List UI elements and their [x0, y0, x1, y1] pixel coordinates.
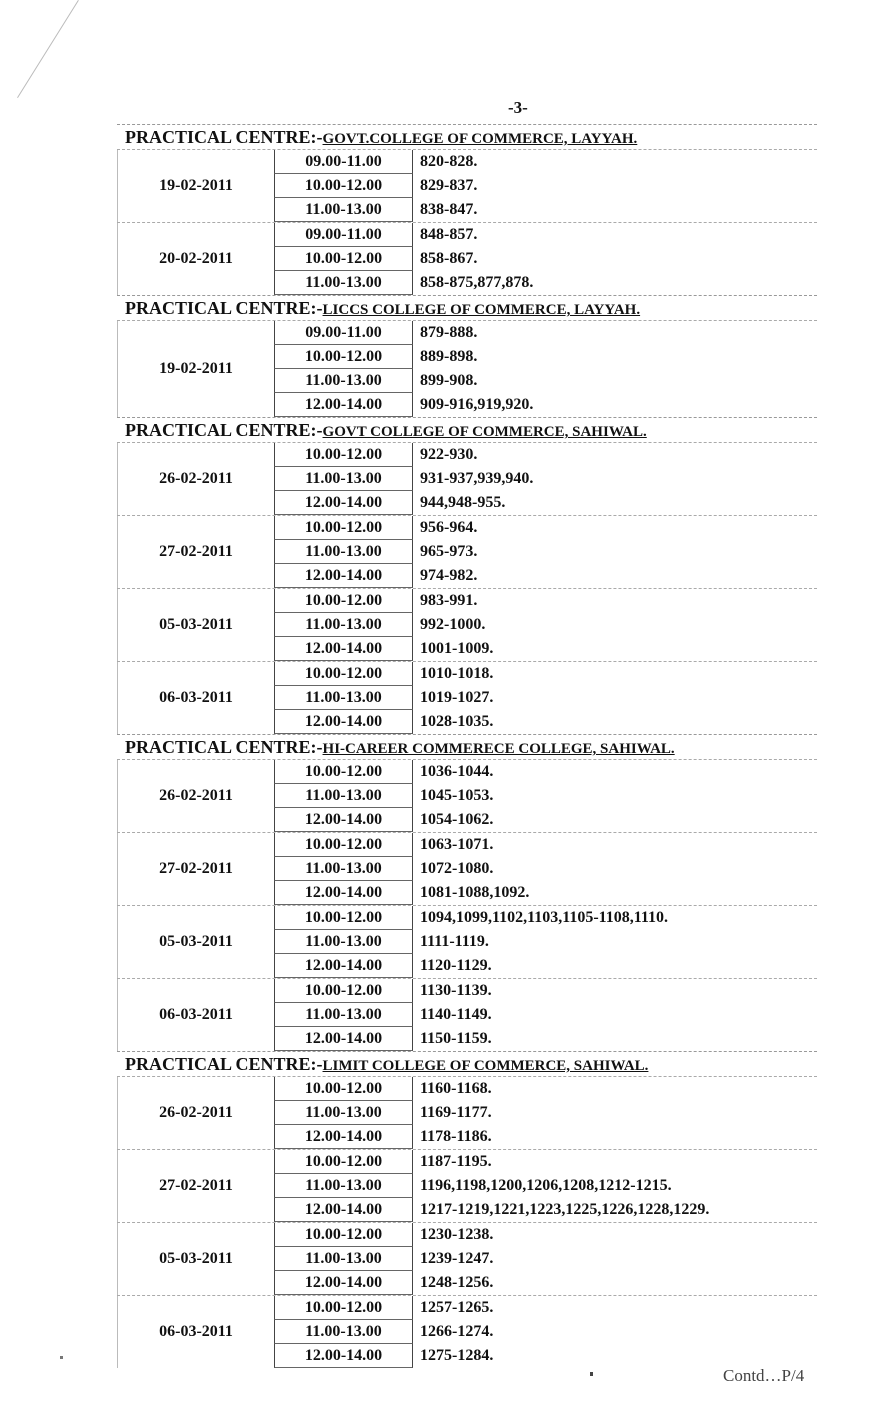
roll-numbers: 1019-1027.: [420, 689, 494, 706]
table-row: [274, 564, 817, 588]
table-row: [274, 1271, 817, 1295]
time-slot: 11.00-13.00: [274, 1320, 413, 1344]
roll-numbers: 1094,1099,1102,1103,1105-1108,1110.: [420, 909, 669, 926]
table-row: [274, 710, 817, 734]
roll-numbers: 922-930.: [420, 446, 478, 463]
roll-numbers: 1036-1044.: [420, 763, 494, 780]
time-slot: 11.00-13.00: [274, 686, 413, 710]
table-row: [274, 930, 817, 954]
scan-artifact-line: [17, 0, 79, 98]
roll-numbers: 1111-1119.: [420, 933, 489, 950]
time-slot: 10.00-12.00: [274, 516, 413, 540]
table-row: [274, 1344, 817, 1368]
exam-date: 05-03-2011: [117, 1223, 274, 1295]
roll-numbers: 1001-1009.: [420, 640, 494, 657]
roll-numbers: 909-916,919,920.: [420, 396, 534, 413]
time-slot: 11.00-13.00: [274, 1003, 413, 1027]
time-slot: 12.00-14.00: [274, 1198, 413, 1222]
time-slot: 11.00-13.00: [274, 1174, 413, 1198]
exam-date: 05-03-2011: [117, 906, 274, 978]
time-slot: 11.00-13.00: [274, 857, 413, 881]
time-slot: 11.00-13.00: [274, 467, 413, 491]
roll-numbers: 1081-1088,1092.: [420, 884, 530, 901]
roll-numbers: 829-837.: [420, 177, 478, 194]
exam-date: 19-02-2011: [117, 321, 274, 417]
roll-numbers: 1196,1198,1200,1206,1208,1212-1215.: [420, 1177, 672, 1194]
time-slot: 10.00-12.00: [274, 979, 413, 1003]
time-slot: 10.00-12.00: [274, 1296, 413, 1320]
time-slot: 11.00-13.00: [274, 369, 413, 393]
time-slot: 11.00-13.00: [274, 784, 413, 808]
table-row: [274, 369, 817, 393]
table-row: [274, 223, 817, 247]
time-slot: 12.00-14.00: [274, 710, 413, 734]
roll-numbers: 1248-1256.: [420, 1274, 494, 1291]
time-slot: 10.00-12.00: [274, 345, 413, 369]
date-group: [117, 515, 817, 588]
time-slot: 10.00-12.00: [274, 833, 413, 857]
roll-numbers: 889-898.: [420, 348, 478, 365]
table-row: [274, 174, 817, 198]
roll-numbers: 1072-1080.: [420, 860, 494, 877]
table-row: [274, 1125, 817, 1149]
time-slot: 09.00-11.00: [274, 321, 413, 345]
time-slot: 09.00-11.00: [274, 223, 413, 247]
date-group: [117, 1076, 817, 1149]
roll-numbers: 848-857.: [420, 226, 478, 243]
table-row: [274, 808, 817, 832]
exam-date: 27-02-2011: [117, 516, 274, 588]
roll-numbers: 1169-1177.: [420, 1104, 492, 1121]
time-slot: 10.00-12.00: [274, 443, 413, 467]
date-group: [117, 978, 817, 1051]
scan-speck: [60, 1356, 63, 1359]
roll-numbers: 1045-1053.: [420, 787, 494, 804]
exam-date: 26-02-2011: [117, 760, 274, 832]
roll-numbers: 1160-1168.: [420, 1080, 492, 1097]
roll-numbers: 1130-1139.: [420, 982, 492, 999]
time-slot: 10.00-12.00: [274, 760, 413, 784]
roll-numbers: 858-875,877,878.: [420, 274, 534, 291]
practical-schedule-table: [117, 124, 817, 1368]
date-group: [117, 905, 817, 978]
roll-numbers: 956-964.: [420, 519, 478, 536]
roll-numbers: 1187-1195.: [420, 1153, 492, 1170]
time-slot: 12.00-14.00: [274, 1027, 413, 1051]
exam-date: 06-03-2011: [117, 1296, 274, 1368]
roll-numbers: 931-937,939,940.: [420, 470, 534, 487]
time-slot: 11.00-13.00: [274, 198, 413, 222]
roll-numbers: 1140-1149.: [420, 1006, 492, 1023]
exam-date: 27-02-2011: [117, 1150, 274, 1222]
time-slot: 12.00-14.00: [274, 954, 413, 978]
time-slot: 12.00-14.00: [274, 1344, 413, 1368]
college-name: GOVT COLLEGE OF COMMERCE, SAHIWAL.: [322, 424, 647, 440]
centre-header: [117, 417, 817, 442]
table-row: [274, 491, 817, 515]
roll-numbers: 1239-1247.: [420, 1250, 494, 1267]
date-group: [117, 1222, 817, 1295]
table-row: [274, 760, 817, 784]
time-slot: 10.00-12.00: [274, 1223, 413, 1247]
time-slot: 10.00-12.00: [274, 1150, 413, 1174]
time-slot: 12.00-14.00: [274, 491, 413, 515]
exam-date: 06-03-2011: [117, 662, 274, 734]
table-row: [274, 150, 817, 174]
table-row: [274, 1101, 817, 1125]
time-slot: 11.00-13.00: [274, 1247, 413, 1271]
table-row: [274, 857, 817, 881]
table-row: [274, 1027, 817, 1051]
time-slot: 09.00-11.00: [274, 150, 413, 174]
roll-numbers: 838-847.: [420, 201, 478, 218]
date-group: [117, 149, 817, 222]
roll-numbers: 965-973.: [420, 543, 478, 560]
exam-date: 27-02-2011: [117, 833, 274, 905]
exam-date: 19-02-2011: [117, 150, 274, 222]
time-slot: 12.00-14.00: [274, 637, 413, 661]
table-row: [274, 271, 817, 295]
date-group: [117, 588, 817, 661]
roll-numbers: 1054-1062.: [420, 811, 494, 828]
date-group: [117, 759, 817, 832]
table-row: [274, 1003, 817, 1027]
page-number: -3-: [508, 98, 528, 117]
roll-numbers: 1178-1186.: [420, 1128, 492, 1145]
time-slot: 10.00-12.00: [274, 662, 413, 686]
time-slot: 11.00-13.00: [274, 613, 413, 637]
table-row: [274, 784, 817, 808]
time-slot: 10.00-12.00: [274, 174, 413, 198]
table-row: [274, 1198, 817, 1222]
table-row: [274, 1150, 817, 1174]
table-row: [274, 1223, 817, 1247]
table-row: [274, 345, 817, 369]
roll-numbers: 983-991.: [420, 592, 478, 609]
roll-numbers: 1010-1018.: [420, 665, 494, 682]
roll-numbers: 899-908.: [420, 372, 478, 389]
table-row: [274, 833, 817, 857]
time-slot: 12.00-14.00: [274, 1125, 413, 1149]
exam-date: 05-03-2011: [117, 589, 274, 661]
centre-header: [117, 1051, 817, 1076]
roll-numbers: 1275-1284.: [420, 1347, 494, 1364]
table-row: [274, 393, 817, 417]
roll-numbers: 1266-1274.: [420, 1323, 494, 1340]
college-name: LIMIT COLLEGE OF COMMERCE, SAHIWAL.: [322, 1058, 649, 1074]
time-slot: 10.00-12.00: [274, 1077, 413, 1101]
table-row: [274, 954, 817, 978]
table-row: [274, 516, 817, 540]
table-row: [274, 686, 817, 710]
date-group: [117, 832, 817, 905]
date-group: [117, 222, 817, 295]
table-row: [274, 247, 817, 271]
roll-numbers: 1257-1265.: [420, 1299, 494, 1316]
roll-numbers: 944,948-955.: [420, 494, 506, 511]
table-row: [274, 467, 817, 491]
date-group: [117, 320, 817, 417]
scan-speck: [590, 1372, 593, 1376]
time-slot: 10.00-12.00: [274, 247, 413, 271]
time-slot: 11.00-13.00: [274, 1101, 413, 1125]
date-group: [117, 661, 817, 734]
time-slot: 11.00-13.00: [274, 930, 413, 954]
roll-numbers: 820-828.: [420, 153, 478, 170]
table-row: [274, 979, 817, 1003]
table-row: [274, 1296, 817, 1320]
time-slot: 10.00-12.00: [274, 906, 413, 930]
table-row: [274, 1320, 817, 1344]
table-row: [274, 881, 817, 905]
continued-note: Contd…P/4: [723, 1366, 805, 1385]
centre-header: [117, 124, 817, 149]
roll-numbers: 1120-1129.: [420, 957, 492, 974]
centre-label: PRACTICAL CENTRE:-: [125, 1054, 323, 1074]
centre-label: PRACTICAL CENTRE:-: [125, 420, 323, 440]
date-group: [117, 1295, 817, 1368]
roll-numbers: 1063-1071.: [420, 836, 494, 853]
exam-date: 06-03-2011: [117, 979, 274, 1051]
time-slot: 12.00-14.00: [274, 564, 413, 588]
table-row: [274, 662, 817, 686]
table-row: [274, 1247, 817, 1271]
date-group: [117, 1149, 817, 1222]
exam-date: 26-02-2011: [117, 443, 274, 515]
table-row: [274, 540, 817, 564]
table-row: [274, 321, 817, 345]
table-row: [274, 637, 817, 661]
roll-numbers: 858-867.: [420, 250, 478, 267]
roll-numbers: 974-982.: [420, 567, 478, 584]
table-row: [274, 443, 817, 467]
time-slot: 12.00-14.00: [274, 1271, 413, 1295]
table-row: [274, 613, 817, 637]
roll-numbers: 1028-1035.: [420, 713, 494, 730]
centre-label: PRACTICAL CENTRE:-: [125, 737, 323, 757]
time-slot: 11.00-13.00: [274, 271, 413, 295]
centre-header: [117, 295, 817, 320]
centre-label: PRACTICAL CENTRE:-: [125, 127, 323, 147]
exam-date: 26-02-2011: [117, 1077, 274, 1149]
roll-numbers: 1230-1238.: [420, 1226, 494, 1243]
table-row: [274, 906, 817, 930]
college-name: LICCS COLLEGE OF COMMERCE, LAYYAH.: [322, 302, 641, 318]
time-slot: 12.00-14.00: [274, 808, 413, 832]
table-row: [274, 1077, 817, 1101]
college-name: GOVT.COLLEGE OF COMMERCE, LAYYAH.: [322, 131, 638, 147]
centre-label: PRACTICAL CENTRE:-: [125, 298, 323, 318]
roll-numbers: 1150-1159.: [420, 1030, 492, 1047]
exam-date: 20-02-2011: [117, 223, 274, 295]
time-slot: 11.00-13.00: [274, 540, 413, 564]
roll-numbers: 1217-1219,1221,1223,1225,1226,1228,1229.: [420, 1201, 710, 1218]
table-row: [274, 198, 817, 222]
roll-numbers: 992-1000.: [420, 616, 486, 633]
roll-numbers: 879-888.: [420, 324, 478, 341]
centre-header: [117, 734, 817, 759]
time-slot: 12.00-14.00: [274, 393, 413, 417]
table-row: [274, 1174, 817, 1198]
table-row: [274, 589, 817, 613]
date-group: [117, 442, 817, 515]
college-name: HI-CAREER COMMERECE COLLEGE, SAHIWAL.: [322, 741, 675, 757]
time-slot: 12.00-14.00: [274, 881, 413, 905]
time-slot: 10.00-12.00: [274, 589, 413, 613]
